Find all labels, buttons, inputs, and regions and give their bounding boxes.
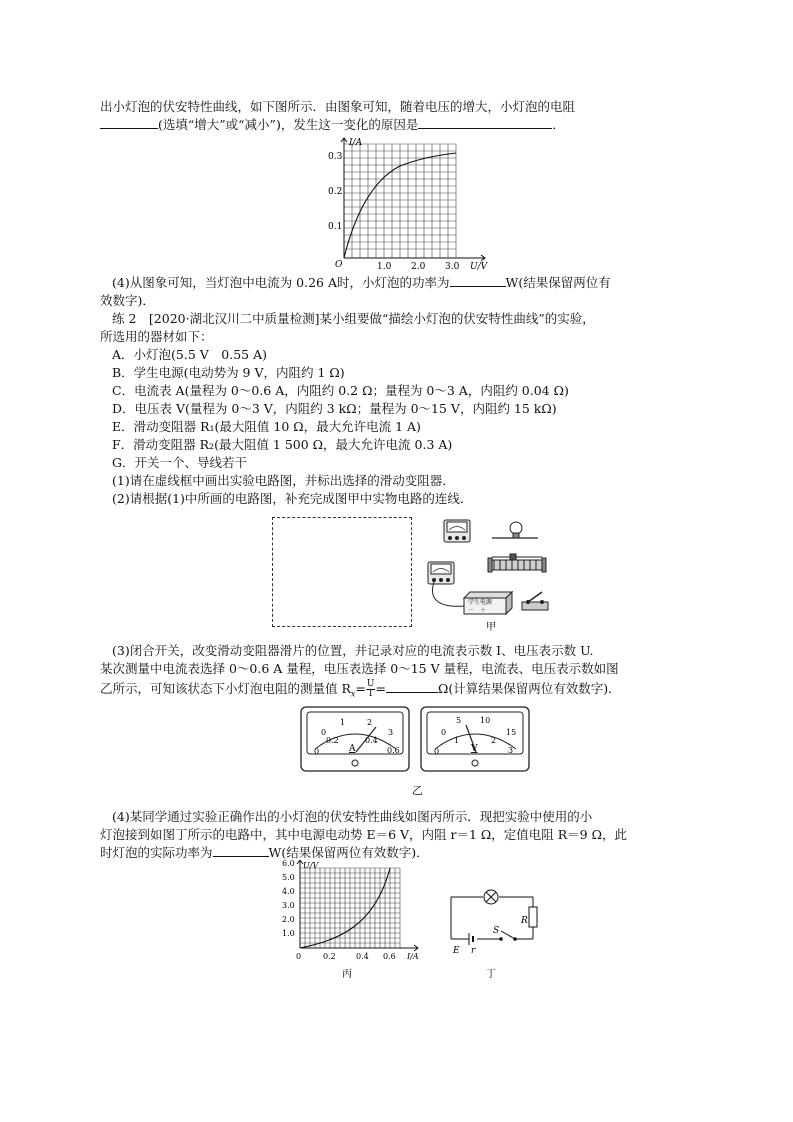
outer-tick: 2 — [367, 718, 373, 727]
y-axis-label: I/A — [349, 138, 363, 148]
q3-line-1: (3)闭合开关，改变滑动变阻器滑片的位置，并记录对应的电流表示数 I、电压表示数 U. — [112, 643, 594, 658]
answer-blank[interactable] — [213, 844, 269, 857]
outer-tick: 0 — [441, 728, 447, 737]
question-1: (1)请在虚线框中画出实验电路图，并标出选择的滑动变阻器． — [112, 473, 455, 488]
ex2-title: 练 2 [2020·湖北汉川二中质量检测]某小组要做“描绘小灯泡的伏安特性曲线”的实验， — [112, 311, 595, 326]
outer-tick: 10 — [480, 716, 491, 725]
svg-text:－ ＋: － ＋ — [468, 607, 487, 614]
list-item: C．电流表 A(量程为 0～0.6 A，内阻约 0.2 Ω；量程为 0～3 A，内阻约 0.04 Ω) — [112, 383, 569, 398]
x-axis-label: I/A — [407, 952, 419, 961]
q4-line-2: 灯泡接到如图丁所示的电路中，其中电源电动势 E＝6 V，内阻 r＝1 Ω，定值电阻 R＝9 Ω，此 — [100, 827, 627, 842]
q3-text: 乙所示，可知该状态下小灯泡电阻的测量值 R — [100, 681, 351, 696]
origin-label: O — [335, 260, 343, 270]
power-supply-label: 学生电源 — [468, 599, 493, 606]
power-supply-icon — [464, 592, 512, 614]
inner-tick: 0.4 — [365, 736, 378, 745]
subscript: x — [350, 689, 356, 699]
y-tick: 1.0 — [282, 929, 295, 938]
figure-caption-yi: 乙 — [412, 784, 423, 797]
list-item: A．小灯泡(5.5 V 0.55 A) — [112, 347, 267, 362]
x-tick: 2.0 — [411, 262, 426, 271]
inner-tick: 0.2 — [326, 736, 339, 745]
question-2: (2)请根据(1)中所画的电路图，补充完成图甲中实物电路的连线． — [112, 491, 473, 506]
answer-blank[interactable] — [450, 274, 506, 287]
intro-line-2-text: (选填“增大”或“减小”)，发生这一变化的原因是 — [158, 117, 419, 132]
switch-icon — [522, 592, 548, 610]
q4a-text-2: W(结果保留两位有 — [505, 275, 611, 290]
iu-graph — [325, 136, 495, 271]
apparatus-figure — [420, 510, 560, 635]
intro-line-1: 出小灯泡的伏安特性曲线，如下图所示．由图象可知，随着电压的增大，小灯泡的电阻 — [100, 99, 576, 114]
q4-line-1: (4)某同学通过实验正确作出的小灯泡的伏安特性曲线如图丙所示．现把实验中使用的小 — [112, 809, 593, 824]
numerator: U — [366, 679, 375, 689]
x-tick: 0 — [296, 952, 302, 961]
inner-tick: 2 — [491, 736, 497, 745]
list-item: D．电压表 V(量程为 0～3 V，内阻约 3 kΩ；量程为 0～15 V，内阻约 15 kΩ) — [112, 401, 557, 416]
rheostat-icon — [488, 554, 546, 572]
ui-graph-bing — [280, 860, 430, 985]
outer-tick: 15 — [506, 728, 517, 737]
circuit-drawing-box[interactable] — [272, 517, 412, 627]
inner-tick: 0.6 — [387, 746, 400, 755]
voltmeter-device-icon — [428, 562, 454, 584]
emf-label: E — [453, 946, 460, 956]
y-tick: 2.0 — [282, 915, 295, 924]
q3-line-2: 某次测量中电流表选择 0～0.6 A 量程，电压表选择 0～15 V 量程，电流表、电压表示数如图 — [100, 661, 619, 676]
ammeter-unit: A — [349, 744, 356, 754]
list-item: F．滑动变阻器 R₂(最大阻值 1 500 Ω，最大允许电流 0.3 A) — [112, 437, 453, 452]
inner-tick: 3 — [508, 746, 514, 755]
voltmeter-unit: V — [471, 744, 478, 754]
lamp-icon — [484, 890, 498, 904]
y-tick: 6.0 — [282, 860, 295, 868]
q4-text: 时灯泡的实际功率为 — [100, 845, 213, 860]
figure-caption-ding: 丁 — [486, 969, 496, 980]
outer-tick: 3 — [388, 728, 394, 737]
q4a-line-2: 效数字)． — [100, 293, 155, 308]
x-tick: 1.0 — [377, 262, 392, 271]
switch-label: S — [493, 926, 500, 936]
intro-line-2 — [100, 116, 565, 133]
inner-tick: 1 — [454, 736, 460, 745]
q3-text-2: Ω(计算结果保留两位有效数字)． — [437, 681, 621, 696]
meters-figure — [300, 705, 532, 783]
period: ． — [552, 117, 565, 132]
equals: = — [375, 681, 386, 696]
list-item: E．滑动变阻器 R₁(最大阻值 10 Ω，最大允许电流 1 A) — [112, 419, 421, 434]
answer-blank[interactable] — [100, 116, 158, 129]
figure-caption-bing: 丙 — [342, 969, 352, 980]
denominator: I — [368, 689, 373, 699]
outer-tick: 5 — [456, 716, 462, 725]
x-axis-label: U/V — [470, 262, 488, 271]
ex2-title-2: 所选用的器材如下： — [100, 329, 213, 344]
y-tick: 0.3 — [328, 152, 343, 162]
y-tick: 0.1 — [328, 222, 343, 232]
outer-tick: 0 — [321, 728, 327, 737]
answer-blank[interactable] — [386, 680, 438, 693]
ammeter-dial — [301, 707, 409, 771]
x-tick: 0.4 — [356, 952, 369, 961]
x-tick: 3.0 — [445, 262, 460, 271]
resistor-label: R — [521, 916, 528, 926]
y-tick: 5.0 — [282, 873, 295, 882]
x-tick: 0.6 — [383, 952, 396, 961]
resistor-icon — [529, 907, 537, 927]
q4a-line-1 — [112, 274, 611, 291]
q4a-text: (4)从图象可知，当灯泡中电流为 0.26 A时，小灯泡的功率为 — [112, 275, 450, 290]
figure-caption-jia: 甲 — [486, 622, 496, 633]
equals: = — [355, 681, 366, 696]
list-item: G．开关一个、导线若干 — [112, 455, 247, 470]
voltmeter-dial — [421, 707, 529, 771]
y-tick: 3.0 — [282, 901, 295, 910]
ammeter-device-icon — [444, 520, 470, 542]
y-tick: 4.0 — [282, 887, 295, 896]
inner-tick: 0 — [314, 747, 320, 756]
circuit-ding — [445, 875, 555, 985]
q4-line-3 — [100, 844, 429, 861]
q4-text-2: W(结果保留两位有效数字)． — [268, 845, 429, 860]
y-tick: 0.2 — [328, 187, 343, 197]
inner-tick: 0 — [434, 747, 440, 756]
x-tick: 0.2 — [323, 952, 336, 961]
bulb-icon — [492, 522, 538, 538]
q3-line-3 — [100, 680, 621, 703]
outer-tick: 1 — [340, 718, 346, 727]
answer-blank[interactable] — [418, 116, 552, 129]
list-item: B．学生电源(电动势为 9 V，内阻约 1 Ω) — [112, 365, 345, 380]
internal-resistance-label: r — [471, 946, 476, 956]
y-axis-label: U/V — [303, 861, 319, 870]
